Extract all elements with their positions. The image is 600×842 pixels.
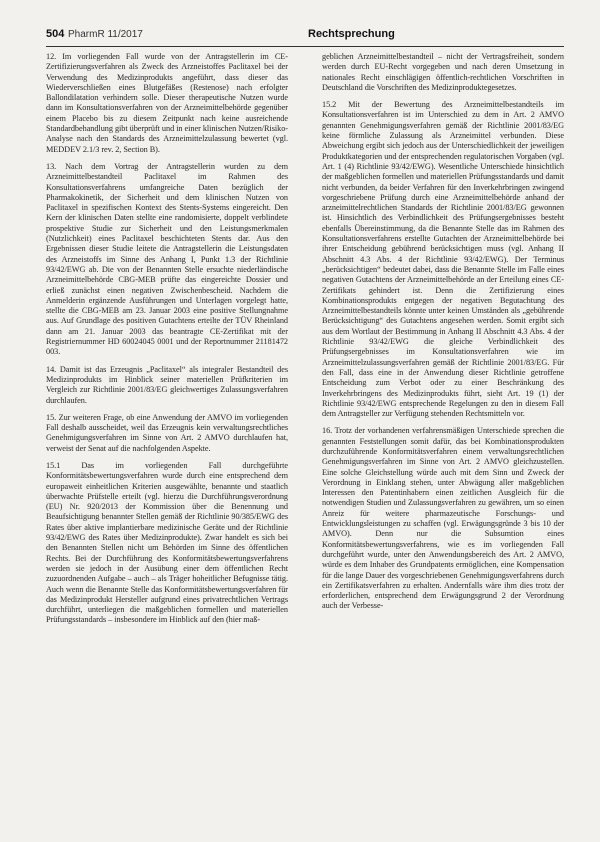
- section-title: Rechtsprechung: [308, 28, 395, 40]
- paragraph: 15. Zur weiteren Frage, ob eine Anwendung der AMVO im vorliegenden Fall deshalb ausscheidet, weil das Erzeugnis kein verwaltungsrechtliches Genehmigungsverfahren im Sinne von Art. 2 AMVO durchlaufen hat, verweist der Senat auf die nachfolgenden Aspekte.: [46, 412, 288, 453]
- right-column: [322, 52, 564, 832]
- paragraph: 15.2 Mit der Bewertung des Arzneimittelbestandteils im Konsultationsverfahren ist im Unterschied zu dem in Art. 2 AMVO genannten Genehmigungsverfahren gemäß der Richtlinie 2001/83/EG keine förmliche Zulassung als Arzneimittel verbunden. Diese Abweichung ergibt sich jedoch aus der Unterschiedlichkeit der jeweiligen Produktkategorien und der entsprechenden regulatorischen Vorgaben (vgl. Art. 1 (4) Richtlinie 93/42/EWG). Wesentliche Unterschiede hinsichtlich der maßgeblichen formellen und materiellen Prüfungsstandards und damit nicht verbunden, da beider Verfahren für den Inverkehrbringen zwingend vorgeschriebene Prüfung durch eine Arzneimittelbehörde anhand der arzneimittelrechtlichen Standards der Richtlinie 2001/83/EG gewonnen ist. Hinsichtlich des Verbindlichkeit des Prüfungsergebnisses besteht ebenfalls Übereinstimmung, da die Benannte Stelle das im Rahmen des Konsultationsverfahrens erstellte Gutachten der Arzneimittelbehörde bei ihrer Entscheidung gebührend berücksichtigen muss (vgl. Anhang II Abschnitt 4.3 Abs. 4 der Richtlinie 93/42/EWG). Der Terminus „berücksichtigen“ bedeutet dabei, dass die Benannte Stelle im Falle eines negativen Gutachtens der Arzneimittelbehörde an der Erteilung eines CE-Zertifikats gehindert ist. Denn die Zertifizierung eines Kombinationsprodukts entgegen der negativen Begutachtung des Arzneimittelbestandteils könnte unter keinen Umständen als „gebührende Berücksichtigung“ des Gutachtens angesehen werden. Somit ergibt sich aus dem Wortlaut der Bestimmung in Anhang II Abschnitt 4.3 Abs. 4 der Richtlinie 93/42/EWG die gleiche Verbindlichkeit des Prüfungsergebnisses im Konsultationsverfahren wie im Arzneimittelzulassungsverfahren gemäß der Richtlinie 2001/83/EG. Für den Fall, dass eine in der Anwendung dieser Richtlinie getroffene Entscheidung zum Verbot oder zu einer Beschränkung des Inverkehrbringens des Medizinprodukts führt, sieht Art. 19 (1) der Richtlinie 93/42/EWG entsprechende Regelungen zu den in diesem Fall dem Antragsteller zur Verfügung stehenden Rechtsmitteln vor.: [322, 100, 564, 419]
- paragraph: 15.1 Das im vorliegenden Fall durchgeführte Konformitätsbewertungsverfahren wurde durch eine entsprechend dem europaweit einheitlichen Kriterien ausgewählte, benannte und staatlich überwachte Prüfstelle erteilt (vgl. hierzu die Durchführungsverordnung (EU) Nr. 920/2013 der Kommission über die Benennung und Beaufsichtigung benannter Stellen gemäß der Richtlinie 90/385/EWG des Rates über aktive implantierbare medizinische Geräte und der Richtlinie 93/42/EWG des Rates über Medizinprodukte). Zwar handelt es sich bei den Benannten Stellen nicht um Behörden im Sinne des öffentlichen Rechts. Bei der Durchführung des Konformitätsbewertungsverfahrens werden sie jedoch in der Ausübung einer dem öffentlichen Recht zuzuordnenden Aufgabe – auch – als Träger hoheitlicher Befugnisse tätig. Auch wenn die Benannte Stelle das Konformitätsbewertungsverfahren für das Medizinprodukt Hersteller aufgrund eines privatrechtlichen Vertrags durchführt, unterliegen die maßgeblichen formellen und materiellen Prüfungsstandards – insbesondere im Hinblick auf den (hier maß-: [46, 460, 288, 625]
- page-number: 504: [46, 28, 65, 40]
- paragraph: 12. Im vorliegenden Fall wurde von der Antragstellerin im CE-Zertifizierungsverfahren als Zweck des Arzneistoffes Paclitaxel bei der Verwendung des Medizinprodukts angeführt, dass dieser das Wiederverschließen eines Blutgefäßes (Restenose) nach erfolgter Ballondilatation verhindern solle. Dieser therapeutische Nutzen wurde dann im Konsultationsverfahren von der Arzneimittelbehörde gegenüber einem Placebo bis zu diesem Zeitpunkt nach keine ausreichende Standardbehandlung gibt überprüft und in einer klinischen Nutzen/Risiko-Analyse nach den Standards des Arzneimittelzulassung bewertet (vgl. MEDDEV 2.1/3 rev. 2, Section B).: [46, 52, 288, 154]
- paragraph: 16. Trotz der vorhandenen verfahrensmäßigen Unterschiede sprechen die genannten Feststellungen somit dafür, das bei Kombinationsprodukten durchzuführende Konformitätsverfahren einem verwaltungsrechtlichen Genehmigungsverfahren im Sinne von Art. 2 AMVO gleichzustellen. Eine solche Gleichstellung würde auch mit dem Sinn und Zweck der Verordnung in Einklang stehen, unter Abwägung aller maßgeblichen Interessen den Patentinhabern einen zeitlichen Ausgleich für die notwendigen Studien und Zulassungsverfahren zu gewähren, um so einen Anreiz für weitere pharmazeutische Forschungs- und Entwicklungsleistungen zu schaffen (vgl. Erwägungsgründe 3 bis 10 der AMVO). Denn nur die Subsumtion eines Konformitätsbewertungsverfahrens, wie es im vorliegenden Fall durchgeführt wurde, unter den Anwendungsbereich des Art. 2 AMVO, würde es dem Inhaber des Grundpatents ermöglichen, eine Kompensation für die lange Dauer des vorgeschriebenen Genehmigungsverfahrens durch ein Zertifikatsverfahren zu erhalten. Andernfalls wäre ihm dies trotz der erforderlichen, entsprechend dem Erwägungsgrund 2 der Verordnung auch der Verbesse-: [322, 426, 564, 611]
- paragraph: 14. Damit ist das Erzeugnis „Paclitaxel“ als integraler Bestandteil des Medizinprodukts im Hinblick seiner materiellen Prüfkriterien im Vergleich zur Richtlinie 2001/83/EG gleichwertiges Zulassungsverfahren durchlaufen.: [46, 364, 288, 405]
- paragraph: 13. Nach dem Vortrag der Antragstellerin wurden zu dem Arzneimittelbestandteil Paclitaxel im Rahmen des Konsultationsverfahrens umfangreiche Daten bezüglich der Pharmakokinetik, der Sicherheit und dem klinischen Nutzen von Paclitaxel in spezifischen Kontext des Stents-Systems eingereicht. Den Kern der klinischen Daten stellte eine randomisierte, doppelt verblindete prospektive Studie zur Sicherheit und den Leistungsmerkmalen (Nutzlichkeit) eines Paclitaxel beschichteten Stents dar. Aus den Ergebnissen dieser Studie leitete die Antragstellerin die Leistungsdaten des Arzneistoffs im Sinne des Anhang I, Punkt 1.3 der Richtlinie 93/42/EWG ab. Die von der Benannten Stelle ersuchte niederländische Arzneimittelbehörde CBG-MEB prüfte das eingereichte Dossier und erließ zunächst einen negativen Zwischenbescheid. Nachdem die Anmelderin ergänzende Ausführungen und Unterlagen vorgelegt hatte, stellte die CBG-MEB am 23. Januar 2003 eine positive Stellungnahme aus. Auf Grundlage des positiven Gutachtens erteilte der TÜV Rheinland dann am 21. Januar 2003 das beantragte CE-Zertifikat mit der Registriernummer HD 60024045 0001 und der Reportnummer 21181472 003.: [46, 161, 288, 357]
- page-header: [46, 24, 564, 47]
- paragraph: geblichen Arzneimittelbestandteil – nicht der Vertragsfreiheit, sondern werden durch EU-Recht vorgegeben und nach deren Umsetzung in nationales Recht einschlägigen öffentlich-rechtlichen Vorschriften in Deutschland die Vorschriften des Medizinproduktegesetzes.: [322, 52, 564, 92]
- text-columns: [46, 52, 564, 832]
- journal-reference: PharmR 11/2017: [68, 29, 143, 40]
- left-column: [46, 52, 288, 832]
